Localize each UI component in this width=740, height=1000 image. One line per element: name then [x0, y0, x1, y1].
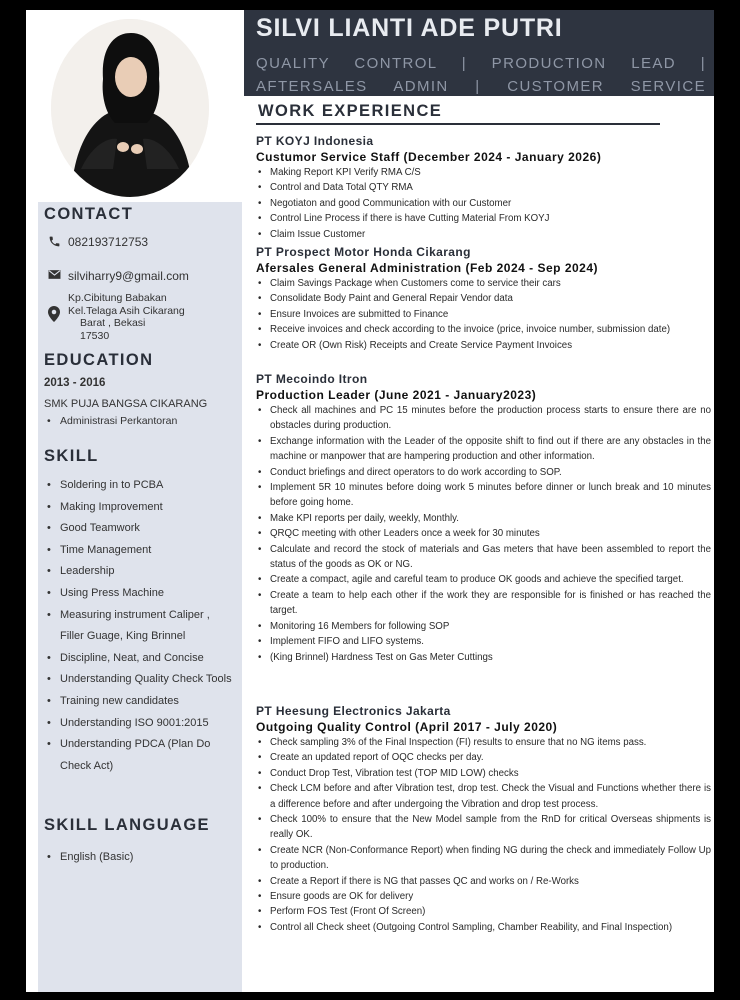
company-name: PT Heesung Electronics Jakarta — [256, 704, 451, 718]
skill-item: • Training new candidates — [44, 691, 234, 713]
job-entry — [256, 245, 711, 353]
skill-item: • Understanding ISO 9001:2015 — [44, 713, 234, 735]
duty-item: • Create a team to help each other if the work they are responsible for is finished or has reached the target. — [256, 588, 711, 619]
skill-item: • Understanding PDCA (Plan Do Check Act) — [44, 734, 234, 777]
duty-item: • Ensure goods are OK for delivery — [256, 889, 711, 904]
address-lines — [68, 292, 185, 342]
duty-item: • Create OR (Own Risk) Receipts and Create Service Payment Invoices — [256, 338, 711, 353]
skill-item: • Using Press Machine — [44, 583, 234, 605]
skill-item: • Understanding Quality Check Tools — [44, 669, 234, 691]
company-name: PT KOYJ Indonesia — [256, 134, 374, 148]
duty-item: • Ensure Invoices are submitted to Finance — [256, 307, 711, 322]
duty-item: • Claim Issue Customer — [256, 227, 711, 242]
address-line: 17530 — [80, 329, 110, 342]
address-line: Kel.Telaga Asih Cikarang — [68, 304, 185, 317]
mail-icon — [46, 269, 62, 280]
skill-item: • Time Management — [44, 540, 234, 562]
duty-item: • Calculate and record the stock of materials and Gas meters that have been assembled to report the status of the goods as OK or NG. — [256, 542, 711, 573]
duty-item: • Create a compact, agile and careful team to produce OK goods and achieve the specified target. — [256, 572, 711, 587]
company-name: PT Mecoindo Itron — [256, 372, 368, 386]
job-duties — [256, 276, 711, 353]
phone-row — [46, 235, 148, 249]
duty-item: • Check LCM before and after Vibration test, drop test. Check the Visual and Functions whether there is a difference before and after undergoing the Vibration and drop test process. — [256, 781, 711, 812]
skill-item: • Soldering in to PCBA — [44, 475, 234, 497]
duty-item: • Create NCR (Non-Conformance Report) when finding NG during the check and immediately Follow Up to production. — [256, 843, 711, 874]
language-item: • English (Basic) — [44, 849, 133, 865]
duty-item: • Control and Data Total QTY RMA — [256, 180, 711, 195]
job-entry — [256, 134, 711, 242]
full-name: SILVI LIANTI ADE PUTRI — [256, 14, 563, 42]
education-major: • Administrasi Perkantoran — [44, 414, 177, 428]
education-heading: EDUCATION — [44, 351, 154, 369]
duty-item: • Perform FOS Test (Front Of Screen) — [256, 904, 711, 919]
phone-icon — [46, 235, 62, 248]
duty-item: • Making Report KPI Verify RMA C/S — [256, 165, 711, 180]
duty-item: • Implement 5R 10 minutes before doing work 5 minutes before dinner or lunch break and 10 minutes before going home. — [256, 480, 711, 511]
duty-item: • Exchange information with the Leader of the opposite shift to find out if there are any obstacles in the machine or manpower that are hampering production and other information. — [256, 434, 711, 465]
work-experience-heading: WORK EXPERIENCE — [258, 102, 443, 120]
address-row — [46, 292, 185, 342]
email-row — [46, 269, 189, 283]
section-divider — [256, 123, 660, 125]
duty-item: • Control Line Process if there is have Cutting Material From KOYJ — [256, 211, 711, 226]
address-line: Kp.Cibitung Babakan — [68, 292, 167, 304]
duty-item: • Conduct Drop Test, Vibration test (TOP MID LOW) checks — [256, 766, 711, 781]
duty-item: • Check all machines and PC 15 minutes before the production process starts to ensure there are no obstacles during production. — [256, 403, 711, 434]
job-entry — [256, 372, 711, 665]
location-pin-icon — [46, 306, 62, 322]
skill-item: • Leadership — [44, 561, 234, 583]
profile-photo — [51, 19, 209, 197]
duty-item: • Check sampling 3% of the Final Inspection (FI) results to ensure that no NG items pass. — [256, 735, 711, 750]
duty-item: • Negotiaton and good Communication with our Customer — [256, 196, 711, 211]
duty-item: • Claim Savings Package when Customers come to service their cars — [256, 276, 711, 291]
skill-item: • Making Improvement — [44, 497, 234, 519]
job-duties — [256, 735, 711, 935]
contact-heading: CONTACT — [44, 205, 134, 223]
job-position: Custumor Service Staff (December 2024 - January 2026) — [256, 150, 602, 164]
duty-item: • Control all Check sheet (Outgoing Control Sampling, Chamber Reability, and Final Inspection) — [256, 920, 711, 935]
duty-item: • Conduct briefings and direct operators to do work according to SOP. — [256, 465, 711, 480]
duty-item: • Consolidate Body Paint and General Repair Vendor data — [256, 291, 711, 306]
skill-item: • Measuring instrument Caliper , Filler Guage, King Brinnel — [44, 605, 234, 648]
email-address[interactable]: silviharry9@gmail.com — [68, 269, 189, 283]
duty-item: • (King Brinnel) Hardness Test on Gas Meter Cuttings — [256, 650, 711, 665]
role-titles: QUALITY CONTROL | PRODUCTION LEAD | AFTERSALES ADMIN | CUSTOMER SERVICE — [256, 55, 706, 95]
duty-item: • QRQC meeting with other Leaders once a week for 30 minutes — [256, 526, 711, 541]
duty-item: • Receive invoices and check according to the invoice (price, invoice number, submission date) — [256, 322, 711, 337]
duty-item: • Monitoring 16 Members for following SOP — [256, 619, 711, 634]
skill-item: • Good Teamwork — [44, 518, 234, 540]
skill-heading: SKILL — [44, 447, 99, 465]
company-name: PT Prospect Motor Honda Cikarang — [256, 245, 471, 259]
phone-number[interactable]: 082193712753 — [68, 235, 149, 249]
job-position: Production Leader (June 2021 - January2023) — [256, 388, 537, 402]
education-details — [44, 414, 177, 428]
job-position: Outgoing Quality Control (April 2017 - July 2020) — [256, 720, 558, 734]
duty-item: • Make KPI reports per daily, weekly, Monthly. — [256, 511, 711, 526]
duty-item: • Check 100% to ensure that the New Model sample from the RnD for critical Overseas shipments is really OK. — [256, 812, 711, 843]
education-years: 2013 - 2016 — [44, 377, 106, 389]
duty-item: • Create an updated report of OQC checks per day. — [256, 750, 711, 765]
resume-page — [26, 10, 714, 992]
language-list — [44, 849, 133, 865]
name-header — [244, 10, 714, 96]
skill-list — [44, 475, 234, 777]
duty-item: • Implement FIFO and LIFO systems. — [256, 634, 711, 649]
job-duties — [256, 165, 711, 242]
address-line: Barat , Bekasi — [80, 317, 146, 330]
education-school: SMK PUJA BANGSA CIKARANG — [44, 398, 208, 410]
job-duties — [256, 403, 711, 665]
language-heading: SKILL LANGUAGE — [44, 816, 210, 834]
sidebar — [26, 10, 242, 992]
job-entry — [256, 704, 711, 935]
duty-item: • Create a Report if there is NG that passes QC and works on / Re-Works — [256, 874, 711, 889]
skill-item: • Discipline, Neat, and Concise — [44, 648, 234, 670]
job-position: Afersales General Administration (Feb 2024 - Sep 2024) — [256, 261, 599, 275]
